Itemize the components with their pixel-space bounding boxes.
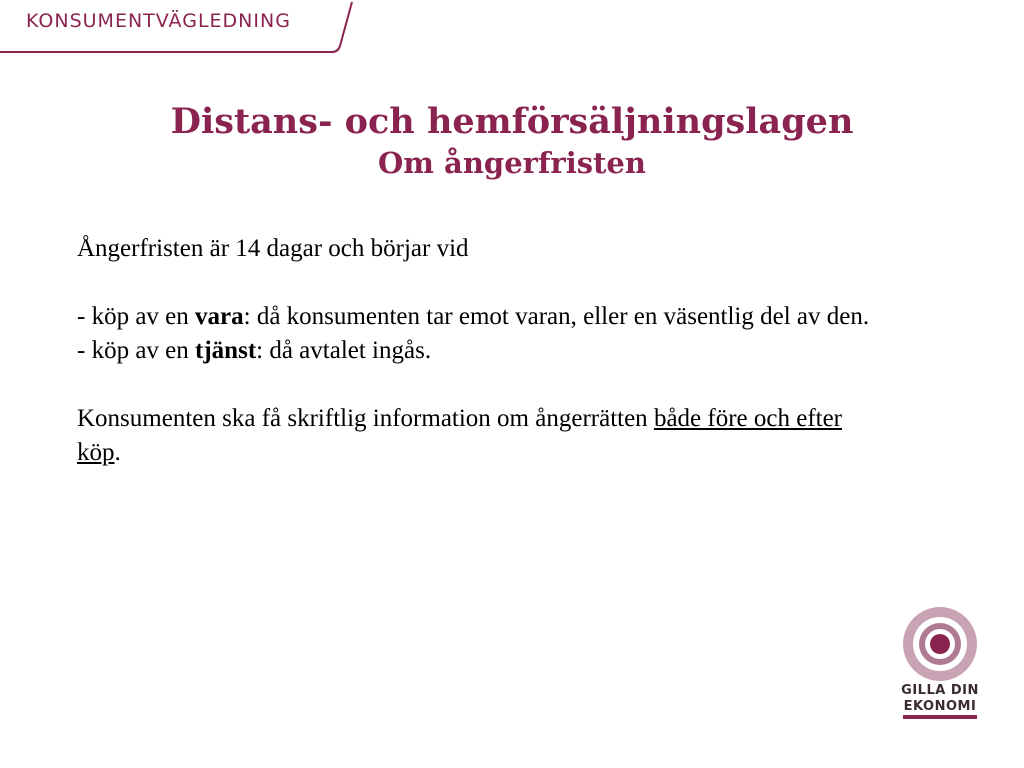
body-text xyxy=(77,232,877,470)
list-item-keyword: vara xyxy=(195,303,244,330)
list-item-keyword: tjänst xyxy=(195,337,257,364)
gilla-din-ekonomi-logo xyxy=(900,605,980,725)
intro-paragraph: Ångerfristen är 14 dagar och börjar vid xyxy=(77,235,469,262)
info-paragraph xyxy=(77,402,877,470)
info-text: Konsumenten ska få skriftlig information om ångerrätten xyxy=(77,405,654,432)
logo-text xyxy=(900,683,980,715)
list-item-text: : då konsumenten tar emot varan, eller en väsentlig del av den. xyxy=(243,303,870,330)
paragraph-gap xyxy=(77,368,877,402)
logo-underline-bar xyxy=(903,715,977,719)
header-label: KONSUMENTVÄGLEDNING xyxy=(26,10,291,32)
info-end: . xyxy=(114,439,121,466)
info-underlined-text: både före och efter köp xyxy=(77,405,843,466)
list-item-text: : då avtalet ingås. xyxy=(256,337,432,364)
list-item-tjanst xyxy=(77,334,877,368)
logo-line-2: EKONOMI xyxy=(903,699,977,714)
slide-subtitle: Om ångerfristen xyxy=(378,146,646,180)
target-circle-icon xyxy=(900,605,980,685)
logo-line-1: GILLA DIN xyxy=(901,683,979,698)
paragraph-gap xyxy=(77,266,877,300)
slide-title: Distans- och hemförsäljningslagen xyxy=(170,101,854,142)
title-block xyxy=(0,100,1024,182)
list-item-prefix: - köp av en xyxy=(77,303,196,330)
list-item-vara xyxy=(77,300,877,334)
list-item-prefix: - köp av en xyxy=(77,337,196,364)
